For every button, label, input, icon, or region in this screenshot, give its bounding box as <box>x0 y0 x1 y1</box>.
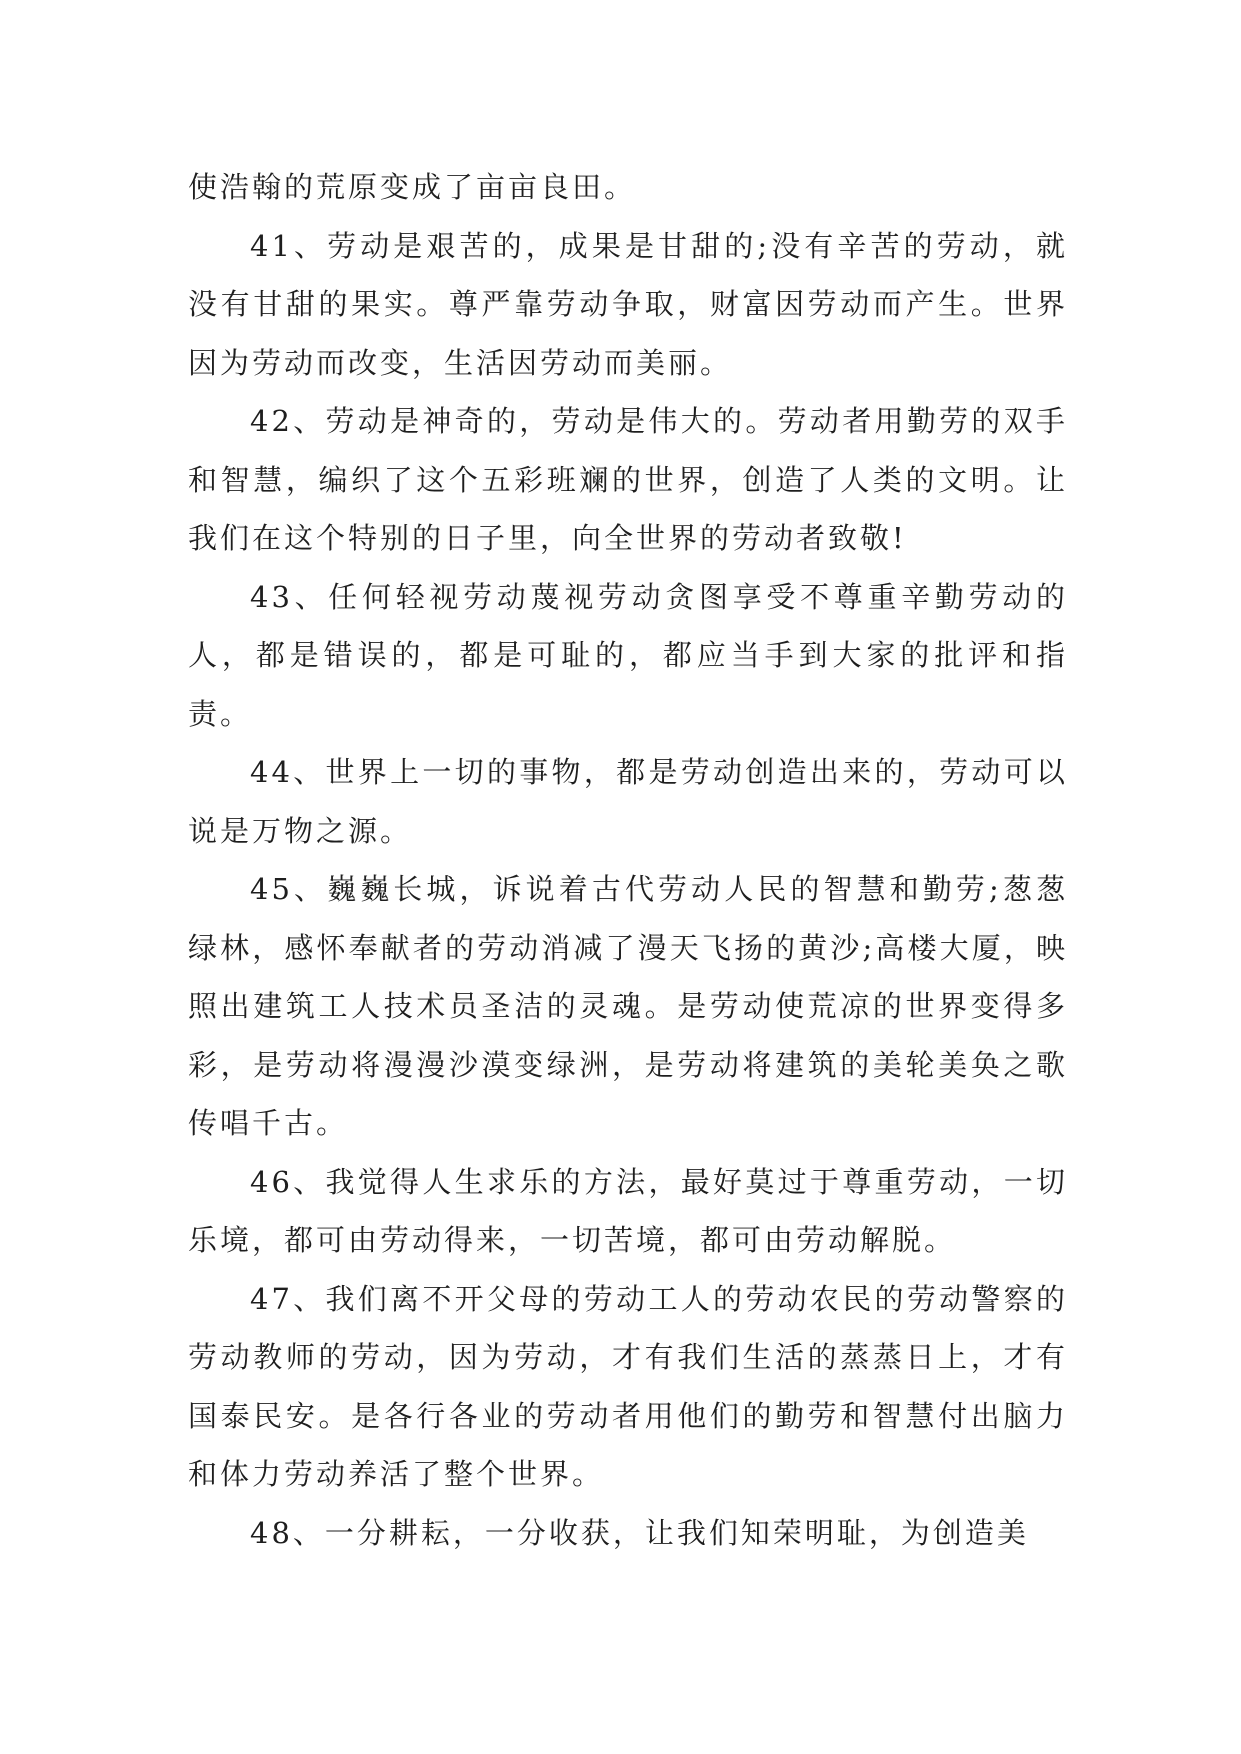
paragraph-48: 48、一分耕耘，一分收获，让我们知荣明耻，为创造美 <box>250 1515 1029 1550</box>
paragraph-45: 45、巍巍长城，诉说着古代劳动人民的智慧和勤劳;葱葱绿林，感怀奉献者的劳动消减了漫天飞扬的黄沙;高楼大厦，映照出建筑工人技术员圣洁的灵魂。是劳动使荒凉的世界变得多彩，是劳动将漫漫沙漠变绿洲，是劳动将建筑的美轮美奂之歌传唱千古。 <box>188 872 1068 1140</box>
paragraph-46: 46、我觉得人生求乐的方法，最好莫过于尊重劳动，一切乐境，都可由劳动得来，一切苦境，都可由劳动解脱。 <box>188 1164 1068 1257</box>
paragraph-42: 42、劳动是神奇的，劳动是伟大的。劳动者用勤劳的双手和智慧，编织了这个五彩班斓的世界，创造了人类的文明。让我们在这个特别的日子里，向全世界的劳动者致敬! <box>188 404 1068 555</box>
paragraph-continuation: 使浩翰的荒原变成了亩亩良田。 <box>188 170 637 204</box>
paragraph-41: 41、劳动是艰苦的，成果是甘甜的;没有辛苦的劳动，就没有甘甜的果实。尊严靠劳动争取，财富因劳动而产生。世界因为劳动而改变，生活因劳动而美丽。 <box>188 228 1068 380</box>
paragraph-43: 43、任何轻视劳动蔑视劳动贪图享受不尊重辛勤劳动的人，都是错误的，都是可耻的，都应当手到大家的批评和指责。 <box>188 579 1068 731</box>
paragraph-47: 47、我们离不开父母的劳动工人的劳动农民的劳动警察的劳动教师的劳动，因为劳动，才有我们生活的蒸蒸日上，才有国泰民安。是各行各业的劳动者用他们的勤劳和智慧付出脑力和体力劳动养活了整个世界。 <box>188 1281 1068 1491</box>
document-body <box>188 158 1068 1562</box>
paragraph-44: 44、世界上一切的事物，都是劳动创造出来的，劳动可以说是万物之源。 <box>188 755 1068 848</box>
